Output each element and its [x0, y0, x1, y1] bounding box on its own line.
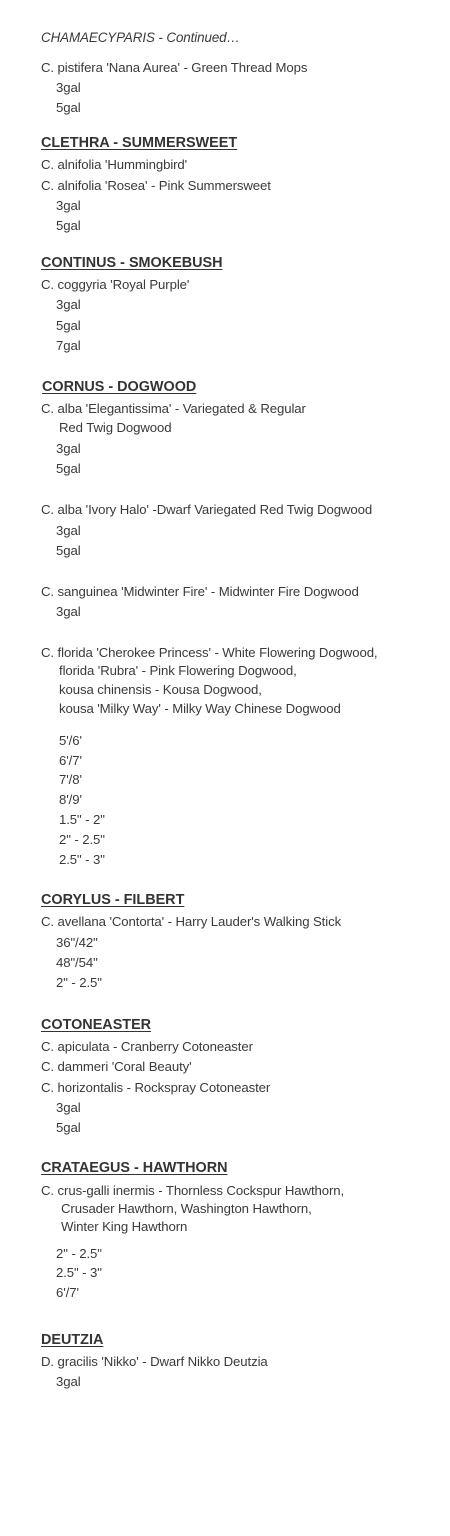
size-option: 3gal: [56, 1100, 81, 1115]
size-option: 5gal: [56, 218, 81, 233]
plant-item: C. alnifolia 'Hummingbird': [41, 157, 188, 172]
size-option: 7gal: [56, 338, 81, 353]
size-option: 48"/54": [56, 955, 98, 970]
size-option: 2" - 2.5": [56, 975, 102, 990]
plant-item: C. coggyria 'Royal Purple': [41, 277, 190, 292]
plant-item-continued: kousa 'Milky Way' - Milky Way Chinese Dogwood: [59, 701, 341, 716]
plant-item: C. florida 'Cherokee Princess' - White Flowering Dogwood,: [41, 645, 378, 660]
size-option: 3gal: [56, 80, 81, 95]
plant-item-continued: kousa chinensis - Kousa Dogwood,: [59, 682, 262, 697]
size-option: 1.5" - 2": [59, 812, 105, 827]
size-option: 6'/7': [59, 753, 82, 768]
plant-item: C. alba 'Ivory Halo' -Dwarf Variegated Red Twig Dogwood: [41, 502, 373, 517]
size-option: 2" - 2.5": [59, 832, 105, 847]
section-heading-deutzia: DEUTZIA: [41, 1332, 104, 1348]
size-option: 3gal: [56, 1374, 81, 1389]
plant-item: C. dammeri 'Coral Beauty': [41, 1059, 192, 1074]
size-option: 3gal: [56, 604, 81, 619]
plant-item: C. alba 'Elegantissima' - Variegated & Regular: [41, 401, 306, 416]
plant-item: C. pistifera 'Nana Aurea' - Green Thread Mops: [41, 60, 308, 75]
plant-item: C. sanguinea 'Midwinter Fire' - Midwinter Fire Dogwood: [41, 584, 359, 599]
size-option: 7'/8': [59, 772, 82, 787]
plant-item: C. avellana 'Contorta' - Harry Lauder's Walking Stick: [41, 914, 342, 929]
size-option: 8'/9': [59, 792, 82, 807]
size-option: 2.5" - 3": [59, 852, 105, 867]
plant-item-continued: Crusader Hawthorn, Washington Hawthorn,: [61, 1201, 312, 1216]
section-heading-clethra: CLETHRA - SUMMERSWEET: [41, 135, 238, 151]
section-heading-crataegus: CRATAEGUS - HAWTHORN: [41, 1160, 228, 1176]
plant-item-continued: Red Twig Dogwood: [59, 420, 172, 435]
size-option: 2" - 2.5": [56, 1246, 102, 1261]
plant-item: C. horizontalis - Rockspray Cotoneaster: [41, 1080, 271, 1095]
section-heading-continus: CONTINUS - SMOKEBUSH: [41, 255, 223, 271]
section-heading-corylus: CORYLUS - FILBERT: [41, 892, 185, 908]
plant-item: C. alnifolia 'Rosea' - Pink Summersweet: [41, 178, 271, 193]
size-option: 36"/42": [56, 935, 98, 950]
section-heading-cotoneaster: COTONEASTER: [41, 1017, 152, 1033]
size-option: 3gal: [56, 198, 81, 213]
size-option: 5'/6': [59, 733, 82, 748]
plant-item-continued: florida 'Rubra' - Pink Flowering Dogwood,: [59, 663, 297, 678]
size-option: 5gal: [56, 1120, 81, 1135]
plant-item: C. apiculata - Cranberry Cotoneaster: [41, 1039, 253, 1054]
plant-item: D. gracilis 'Nikko' - Dwarf Nikko Deutzia: [41, 1354, 268, 1369]
size-option: 5gal: [56, 318, 81, 333]
size-option: 5gal: [56, 543, 81, 558]
size-option: 3gal: [56, 523, 81, 538]
size-option: 5gal: [56, 461, 81, 476]
size-option: 3gal: [56, 297, 81, 312]
plant-item-continued: Winter King Hawthorn: [61, 1219, 188, 1234]
size-option: 3gal: [56, 441, 81, 456]
size-option: 5gal: [56, 100, 81, 115]
continued-heading: CHAMAECYPARIS - Continued…: [41, 30, 240, 45]
plant-item: C. crus-galli inermis - Thornless Cockspur Hawthorn,: [41, 1183, 345, 1198]
section-heading-cornus: CORNUS - DOGWOOD: [42, 379, 197, 395]
size-option: 6'/7': [56, 1285, 79, 1300]
size-option: 2.5" - 3": [56, 1265, 102, 1280]
